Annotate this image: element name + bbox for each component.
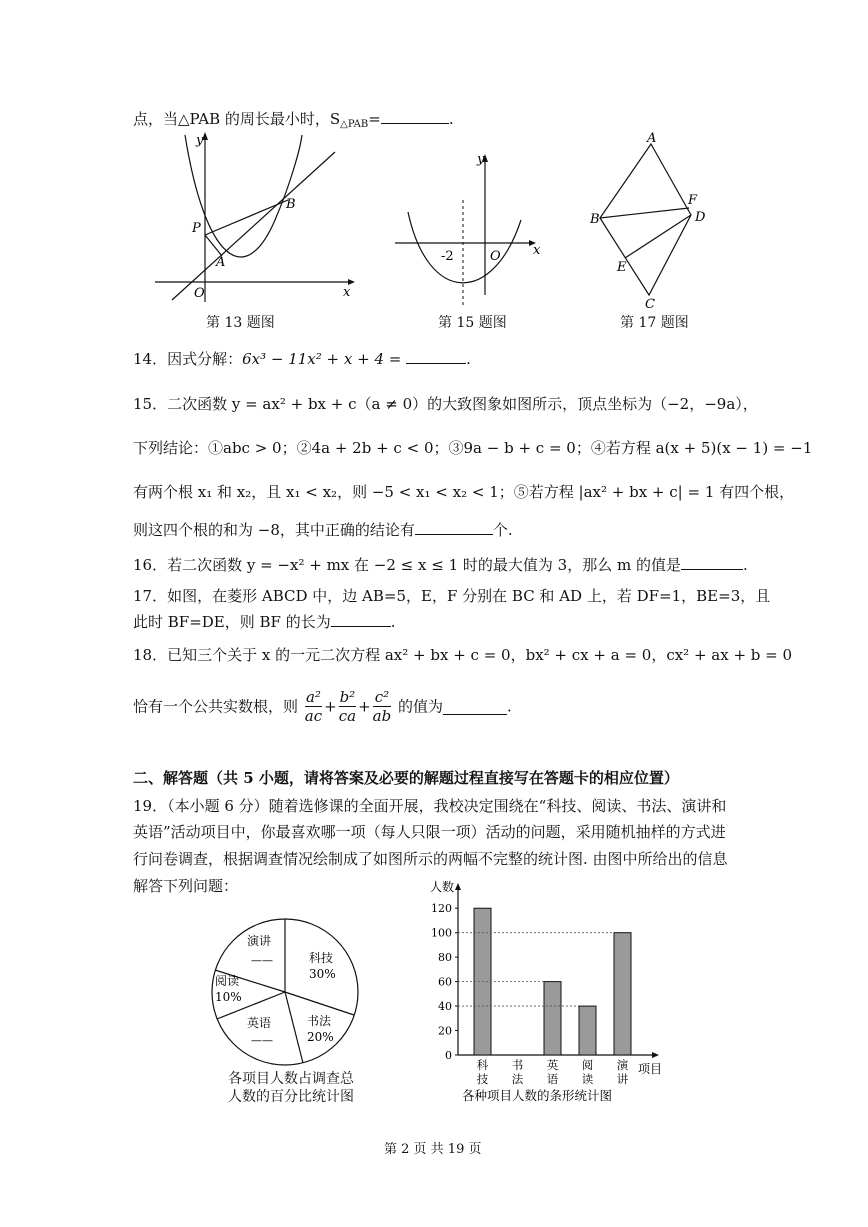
q14-label: 14．因式分解：: [133, 350, 243, 368]
fig17-b-label: B: [590, 212, 600, 227]
q14-expression: 6x³ − 11x² + x + 4 =: [242, 350, 402, 368]
q15-line4-text: 则这四个根的和为 −8，其中正确的结论有: [133, 521, 415, 539]
fig13-o-label: O: [194, 286, 205, 301]
q18-fraction-2: [339, 688, 356, 725]
q17-line1: 17．如图，在菱形 ABCD 中，边 AB=5，E，F 分别在 BC 和 AD 上，若 DF=1，BE=3，且: [133, 587, 771, 605]
bar-xlabel: 项目: [638, 1062, 663, 1076]
pie-pct-keji: 30%: [309, 967, 336, 981]
fig15-caption: 第 15 题图: [438, 315, 507, 331]
pie-caption-1: 各项目人数占调查总: [228, 1071, 354, 1087]
bar-y-tick-label: 100: [431, 926, 452, 940]
bar-category-label: 法: [511, 1072, 524, 1086]
bar-title: 各种项目人数的条形统计图: [462, 1088, 613, 1103]
pie-label-yanjiang: 演讲: [247, 934, 272, 948]
pie-label-yuedu: 阅读: [215, 974, 240, 988]
bar-x-arrow: [652, 1052, 659, 1058]
pie-label-yingyu: 英语: [247, 1016, 272, 1030]
bar: [544, 982, 561, 1055]
section-2-title: 二、解答题（共 5 小题，请将答案及必要的解题过程直接写在答题卡的相应位置）: [133, 769, 679, 787]
q18-line2-text: 恰有一个公共实数根，则: [133, 697, 299, 716]
q15-line2: 下列结论：①abc > 0；②4a + 2b + c < 0；③9a − b + c = 0；④若方程 a(x + 5)(x − 1) = −1: [133, 439, 813, 457]
q18-fraction-3: [373, 688, 392, 725]
q17-line2: [133, 610, 396, 632]
pie-label-keji: 科技: [309, 951, 334, 965]
frac1-num: a²: [305, 688, 321, 706]
figure-13: [150, 130, 360, 305]
bar-category-label: 读: [581, 1072, 594, 1086]
q19-line3: 行问卷调查，根据调查情况绘制成了如图所示的两幅不完整的统计图. 由图中所给出的信息: [133, 850, 728, 868]
pie-pct-yanjiang: ——: [251, 954, 273, 967]
q16-text: 16．若二次函数 y = −x² + mx 在 −2 ≤ x ≤ 1 时的最大值为 3，那么 m 的值是: [133, 556, 681, 574]
frac3-den: ab: [372, 707, 392, 725]
fig13-x-label: x: [343, 285, 351, 300]
pie-pct-yuedu: 10%: [215, 990, 242, 1004]
answer-blank: [331, 610, 391, 627]
answer-blank: [381, 107, 449, 124]
frac3-num: c²: [373, 688, 392, 707]
bar-category-label: 科: [476, 1058, 489, 1072]
fig15-x-label: x: [533, 243, 541, 258]
bar-category-label: 语: [546, 1072, 559, 1086]
fig15-y-label: y: [477, 152, 485, 167]
pie-caption-2: 人数的百分比统计图: [228, 1089, 354, 1105]
q15-line4: [133, 518, 513, 540]
bar: [614, 933, 631, 1055]
q12-sub: △PAB: [340, 119, 369, 130]
pie-pct-yingyu: ——: [251, 1034, 273, 1047]
fig13-p-label: P: [192, 221, 201, 236]
frac2-den: ca: [338, 707, 357, 725]
fig17-d-label: D: [695, 210, 706, 225]
frac2-num: b²: [339, 688, 356, 706]
q12-tail: 点，当△PAB 的周长最小时，$S_{\triangle PAB}=$ .: [133, 107, 454, 129]
q12-text: 点，当△PAB 的周长最小时，S: [133, 110, 341, 128]
q17-line2-text: 此时 BF=DE，则 BF 的长为: [133, 613, 331, 631]
bar-y-tick-label: 40: [438, 1000, 452, 1014]
fig13-a-label: A: [216, 255, 226, 270]
fig13-b-label: B: [286, 197, 296, 212]
q19-line1: 19．（本小题 6 分）随着选修课的全面开展，我校决定围绕在“科技、阅读、书法、演讲和: [133, 797, 727, 815]
fig13-caption: 第 13 题图: [206, 315, 275, 331]
question-14: 14．因式分解：6x³ − 11x² + x + 4 = .: [133, 347, 471, 369]
fig15-o-label: O: [490, 249, 501, 264]
bar-y-tick-label: 20: [438, 1024, 452, 1038]
bar-y-tick-label: 60: [438, 975, 452, 989]
question-16: [133, 553, 748, 575]
bar-category-label: 演: [616, 1058, 629, 1072]
bar-y-tick-label: 80: [438, 951, 452, 965]
fig17-f-label: F: [688, 193, 698, 208]
bar: [579, 1006, 596, 1055]
pie-label-shufa: 书法: [307, 1014, 332, 1028]
bar-ylabel: 人数: [430, 880, 455, 894]
pie-pct-shufa: 20%: [307, 1030, 334, 1044]
q15-line1: 15．二次函数 y = ax² + bx + c（a ≠ 0）的大致图象如图所示，顶点坐标为（−2，−9a），: [133, 395, 758, 413]
q18-line2: [133, 688, 512, 725]
fig13-y-label: y: [196, 133, 204, 148]
frac1-den: ac: [304, 707, 323, 725]
pie-chart: [205, 912, 365, 1072]
figure-17: [585, 130, 715, 310]
bar-y-tick-label: 0: [445, 1049, 452, 1062]
answer-blank: [415, 518, 493, 535]
page-footer: 第 2 页 共 19 页: [384, 1142, 482, 1157]
q18-end: .: [506, 697, 512, 716]
bar-category-label: 阅: [581, 1058, 594, 1072]
fig17-c-label: C: [645, 297, 655, 310]
bar-y-tick-label: 120: [431, 902, 452, 916]
q16-end: .: [742, 556, 748, 574]
answer-blank: [406, 347, 466, 364]
answer-blank: [443, 698, 507, 715]
figure-15: [393, 150, 548, 305]
q15-line4-end: 个.: [492, 521, 513, 539]
q12-eq: =: [368, 110, 381, 128]
fig17-e-label: E: [617, 260, 627, 275]
q15-line3: 有两个根 x₁ 和 x₂，且 x₁ < x₂，则 −5 < x₁ < x₂ < 1；⑤若方程 |ax² + bx + c| = 1 有四个根，: [133, 483, 795, 501]
bar-chart: [420, 878, 675, 1103]
bar-category-label: 讲: [616, 1072, 629, 1086]
q18-line1: 18．已知三个关于 x 的一元二次方程 ax² + bx + c = 0，bx² + cx + a = 0，cx² + ax + b = 0: [133, 646, 793, 664]
q18-fraction-1: [305, 688, 322, 725]
plus-sign: +: [358, 697, 371, 716]
bar-category-label: 技: [476, 1072, 489, 1086]
fig15-neg2-label: -2: [441, 249, 454, 264]
q19-line2: 英语”活动项目中，你最喜欢哪一项（每人只限一项）活动的问题，采用随机抽样的方式进: [133, 823, 726, 841]
bar-y-arrow: [455, 883, 461, 890]
fig17-caption: 第 17 题图: [620, 315, 689, 331]
q19-line4: 解答下列问题：: [133, 877, 239, 895]
bar-category-label: 书: [511, 1058, 524, 1072]
q18-line2-value: 的值为: [397, 697, 443, 716]
fig17-a-label: A: [647, 131, 657, 146]
plus-sign: +: [324, 697, 337, 716]
answer-blank: [681, 553, 743, 570]
bar-category-label: 英: [546, 1058, 559, 1072]
q17-end: .: [390, 613, 396, 631]
